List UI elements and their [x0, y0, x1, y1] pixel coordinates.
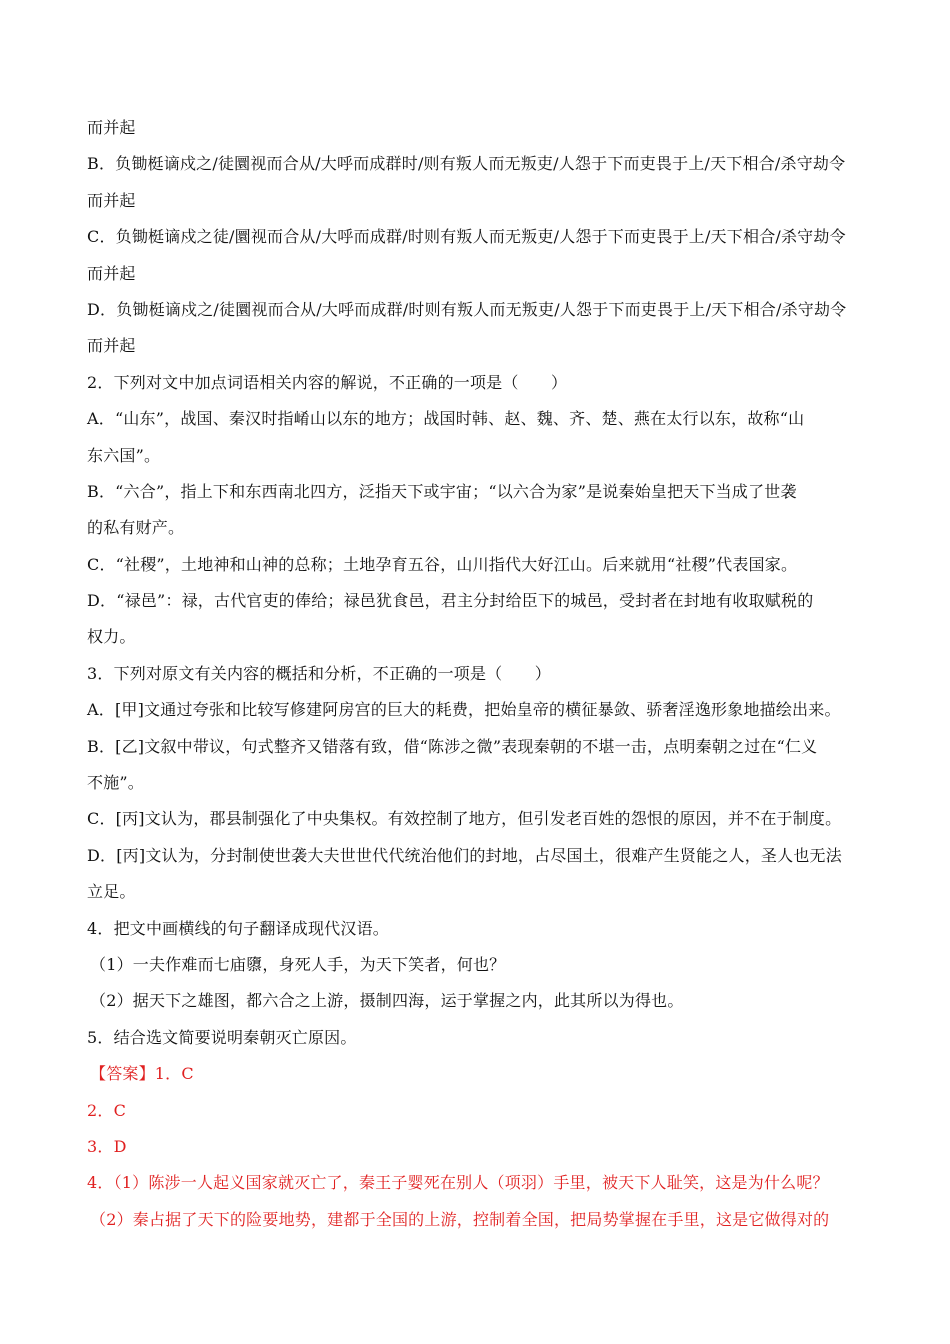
text-line: 不施”。 [87, 773, 144, 793]
text-line: B．[乙]文叙中带议，句式整齐又错落有致，借“陈涉之微”表现秦朝的不堪一击，点明秦朝之过在“仁义 [87, 736, 818, 756]
text-line: 而并起 [87, 190, 136, 210]
text-line: 权力。 [87, 627, 136, 647]
text-line: 东六国”。 [87, 445, 161, 465]
text-line: 立足。 [87, 882, 136, 902]
text-line: 而并起 [87, 118, 136, 137]
text-line: A．“山东”，战国、秦汉时指崤山以东的地方；战国时韩、赵、魏、齐、楚、燕在太行以东，故称“山 [87, 409, 805, 429]
text-line: D．[丙]文认为，分封制使世袭大夫世世代代统治他们的封地，占尽国土，很难产生贤能之人，圣人也无法 [87, 845, 842, 865]
text-line: 的私有财产。 [87, 518, 185, 538]
text-line: D．负锄梃谪戍之/徒圜视而合从/大呼而成群/时则有叛人而无叛吏/人怨于下而吏畏于上/天下相合/杀守劫令 [87, 299, 847, 319]
text-line: A．[甲]文通过夸张和比较写修建阿房宫的巨大的耗费，把始皇帝的横征暴敛、骄奢淫逸形象地描绘出来。 [87, 700, 841, 720]
text-line: C．“社稷”，土地神和山神的总称；土地孕育五谷，山川指代大好江山。后来就用“社稷”代表国家。 [87, 554, 798, 574]
text-line: C．[丙]文认为，郡县制强化了中央集权。有效控制了地方，但引发老百姓的怨恨的原因，并不在于制度。 [87, 809, 842, 829]
text-line: B．负锄梃谪戍之/徒圜视而合从/大呼而成群时/则有叛人而无叛吏/人怨于下而吏畏于上/天下相合/杀守劫令 [87, 154, 846, 174]
text-line: （2）秦占据了天下的险要地势，建都于全国的上游，控制着全国，把局势掌握在手里，这是它做得对的 [90, 1209, 830, 1229]
text-line: 3．下列对原文有关内容的概括和分析，不正确的一项是（ ） [87, 663, 551, 683]
text-line: C．负锄梃谪戍之徒/圜视而合从/大呼而成群/时则有叛人而无叛吏/人怨于下而吏畏于上/天下相合/杀守劫令 [87, 227, 846, 247]
text-line: 而并起 [87, 336, 136, 356]
text-line: 2．下列对文中加点词语相关内容的解说，不正确的一项是（ ） [87, 372, 568, 392]
text-line: 3．D [87, 1136, 127, 1156]
text-line: （1）一夫作难而七庙隳，身死人手，为天下笑者，何也？ [90, 954, 506, 974]
text-line: 4．（1）陈涉一人起义国家就灭亡了，秦王子婴死在别人（项羽）手里，被天下人耻笑，这是为什么呢？ [87, 1173, 829, 1193]
document-body [87, 110, 867, 1238]
text-line: 【答案】1．C [90, 1064, 194, 1084]
text-line: 而并起 [87, 263, 136, 283]
text-line: 5．结合选文简要说明秦朝灭亡原因。 [87, 1027, 357, 1047]
text-line: 4．把文中画横线的句子翻译成现代汉语。 [87, 918, 389, 938]
text-line: 2．C [87, 1100, 127, 1120]
text-line: B．“六合”，指上下和东西南北四方，泛指天下或宇宙；“以六合为家”是说秦始皇把天下当成了世袭 [87, 481, 797, 501]
text-line: （2）据天下之雄图，都六合之上游，摄制四海，运于掌握之内，此其所以为得也。 [90, 991, 684, 1011]
text-line: D．“禄邑”：禄，古代官吏的俸给；禄邑犹食邑，君主分封给臣下的城邑，受封者在封地有收取赋税的 [87, 591, 814, 611]
